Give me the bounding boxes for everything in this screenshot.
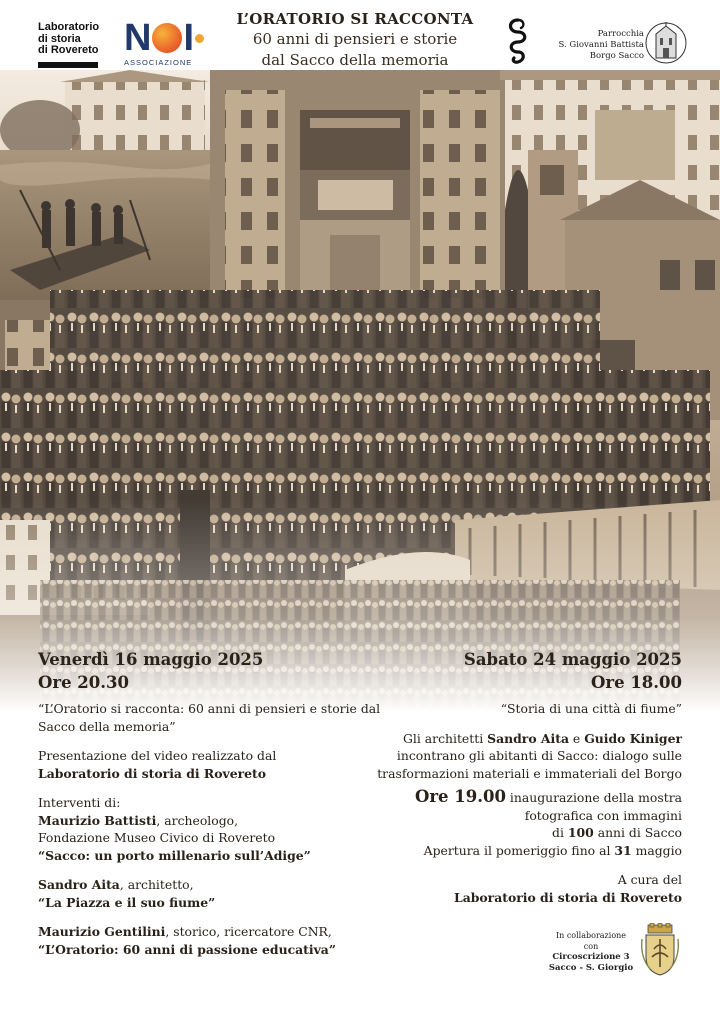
noi-subtitle: ASSOCIAZIONE [124,58,193,67]
presentation-text: Presentazione del video realizzato dal [38,748,277,763]
collaboration-place: Sacco - S. Giorgio [548,963,634,973]
inauguration-line-1: Ore 19.00 inaugurazione della mostra [414,787,682,806]
speaker-2-talk: “La Piazza e il suo fiume” [38,894,216,910]
laboratorio-logo [38,22,102,68]
historic-photo-collage [0,70,720,710]
noi-wordmark: N I [124,17,195,59]
header [0,0,720,78]
speaker-1-role: , archeologo, [156,812,239,828]
speaker-3-talk: “L’Oratorio: 60 anni di passione educativa” [38,941,336,957]
lab-logo-line-2: di storia [38,32,81,45]
speaker-1 [38,812,388,830]
speaker-2-role: , architetto, [119,877,194,892]
interventions-label: Interventi di: [38,795,121,810]
noi-o-circle [152,23,182,53]
parish-name: Parrocchia S. Giovanni Battista Borgo Sacco [558,29,644,61]
speaker-3-role: , storico, ricercatore CNR, [165,924,332,939]
coat-of-arms-icon [638,923,682,977]
curated-label: A cura del [617,872,682,887]
lab-logo-bar [38,62,98,68]
collage-illustration [0,70,720,710]
architect-1-name: Sandro Aita [487,730,569,746]
speaker-1-affiliation: Fondazione Museo Civico di Rovereto [38,830,276,845]
presenter-name: Laboratorio di storia di Rovereto [38,765,266,781]
lab-logo-line-1: Laboratorio [38,21,100,33]
subtitle-line-1: 60 anni di pensieri e storie [252,30,458,48]
event-saturday [352,648,682,906]
noi-association-logo [124,17,204,67]
speaker-2-name: Sandro Aita [38,877,120,892]
event-friday-title: “L’Oratorio si racconta: 60 anni di pensieri e storie dal Sacco della memoria” [38,701,381,734]
church-facade-icon [645,17,687,69]
inauguration-time: Ore 19.00 [414,787,506,806]
opening-hours: Apertura il pomeriggio fino al 31 maggio [423,842,682,858]
event-saturday-title: “Storia di una città di fiume” [500,701,682,716]
collaboration-org: Circoscrizione 3 [552,952,630,962]
lab-logo-line-3: di Rovereto [38,44,99,56]
subtitle-line-2: dal Sacco della memoria [261,51,449,69]
speaker-1-talk: “Sacco: un porto millenario sull’Adige” [38,847,311,863]
collaboration-label: In collaborazione con [555,931,627,951]
event-friday-time: Ore 20.30 [38,673,129,692]
speaker-1-name: Maurizio Battisti [38,812,157,828]
dialogue-line-2: trasformazioni materiali e immateriali del Borgo [377,765,682,781]
collaboration-block [548,930,634,974]
event-friday-date: Venerdì 16 maggio 2025 [38,650,264,669]
inauguration-line-3: di 100 anni di Sacco [552,825,682,840]
inauguration-line-2: fotografica con immagini [524,807,682,823]
speaker-3 [38,923,388,941]
oratorio-swirl-logo-icon [503,16,533,68]
page-title: L’ORATORIO SI RACCONTA [236,10,474,28]
architect-2-name: Guido Kiniger [584,730,682,746]
noi-dot-icon [195,34,204,43]
dialogue-line-1: incontrano gli abitanti di Sacco: dialogo sulle [396,748,682,763]
architects-line: Gli architetti Sandro Aita e Guido Kiniger [403,730,682,746]
curated-by: Laboratorio di storia di Rovereto [454,889,682,905]
speaker-3-name: Maurizio Gentilini [38,924,166,939]
event-saturday-time: Ore 18.00 [591,673,682,692]
event-saturday-date: Sabato 24 maggio 2025 [463,650,682,669]
event-friday [38,648,388,958]
speaker-2 [38,876,388,894]
